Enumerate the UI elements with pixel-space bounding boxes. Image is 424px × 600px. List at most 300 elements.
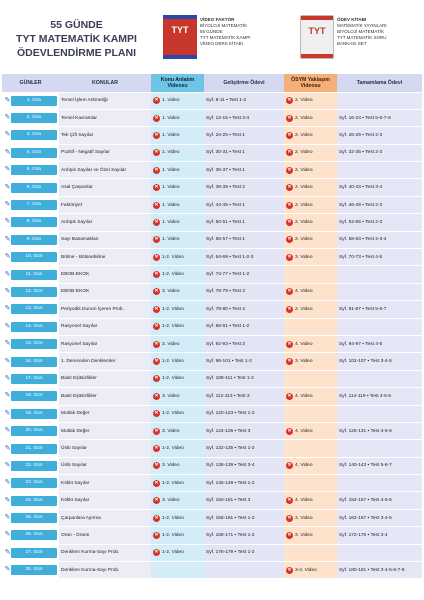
- video-x-icon[interactable]: ✕: [154, 531, 159, 538]
- completion-homework-cell: Syf. 152-157 ▪ Test 4-5-6: [337, 492, 422, 509]
- osym-video-link-label: 3. Video: [295, 359, 313, 365]
- book2-line: MATEMATİK YAYINLARI: [337, 23, 387, 28]
- osym-video-link-label: 4. Video: [295, 428, 313, 434]
- table-row: [2, 544, 422, 561]
- video-x-icon[interactable]: ✕: [287, 201, 292, 208]
- lecture-video-link-label: 1-2. Video: [162, 272, 184, 278]
- day-label: 10. Gün: [25, 254, 43, 260]
- video-x-icon[interactable]: ✕: [287, 288, 292, 295]
- video-x-icon[interactable]: ✕: [287, 566, 292, 573]
- osym-video-link-label: 4. Video: [295, 393, 313, 399]
- development-homework-cell: Syf. 146-149 ▪ Test 1-2: [204, 475, 284, 492]
- completion-homework-cell-empty: [337, 475, 422, 492]
- lecture-video-link-label: 1-2. Video: [162, 411, 184, 417]
- video-x-icon[interactable]: ✕: [154, 288, 159, 295]
- osym-video-link-label: 2. Video: [295, 185, 313, 191]
- pencil-icon: ✎: [4, 114, 11, 122]
- day-cell: [2, 214, 59, 231]
- osym-video-link[interactable]: [284, 162, 337, 179]
- day-badge: [4, 409, 57, 419]
- day-label: 27. Gün: [25, 549, 43, 555]
- osym-video-link[interactable]: [284, 492, 337, 509]
- osym-video-link[interactable]: [284, 92, 337, 109]
- osym-video-link[interactable]: [284, 231, 337, 248]
- osym-video-link-label: 3. Video: [295, 254, 313, 260]
- day-label: 21. Gün: [25, 445, 43, 451]
- osym-video-link[interactable]: [284, 301, 337, 318]
- osym-video-link-label: 3. Video: [295, 515, 313, 521]
- day-label: 14. Gün: [25, 323, 43, 329]
- topic-cell: Köklü Sayılar: [59, 475, 151, 492]
- video-x-icon[interactable]: ✕: [154, 462, 159, 469]
- book1-badge: TYT: [171, 25, 189, 35]
- osym-video-link-empty: [284, 266, 337, 283]
- lecture-video-link-label: 1-2. Video: [162, 254, 184, 260]
- completion-homework-cell-empty: [337, 318, 422, 335]
- table-row: [2, 266, 422, 283]
- topic-cell: Oran - Orantı: [59, 527, 151, 544]
- video-x-icon[interactable]: ✕: [154, 114, 159, 121]
- completion-homework-cell: Syf. 52-55 ▪ Test 2-3: [337, 214, 422, 231]
- lecture-video-link-label: 1-2. Video: [162, 515, 184, 521]
- lecture-video-link[interactable]: [151, 544, 204, 561]
- pencil-icon: ✎: [4, 287, 11, 295]
- pencil-icon: ✎: [4, 374, 11, 382]
- lecture-video-link[interactable]: [151, 492, 204, 509]
- lecture-video-link[interactable]: [151, 301, 204, 318]
- osym-video-link-empty: [284, 405, 337, 422]
- completion-homework-cell-empty: [337, 283, 422, 300]
- pencil-icon: ✎: [4, 531, 11, 539]
- osym-video-link-label: 4. Video: [295, 341, 313, 347]
- topic-cell: EBOB-EKOK: [59, 283, 151, 300]
- osym-video-link-label: 2. Video: [295, 202, 313, 208]
- lecture-video-link[interactable]: [151, 92, 204, 109]
- video-x-icon[interactable]: ✕: [287, 236, 292, 243]
- day-cell: [2, 353, 59, 370]
- day-badge: [4, 148, 57, 158]
- video-x-icon[interactable]: ✕: [154, 305, 159, 312]
- table-row: [2, 179, 422, 196]
- osym-video-link[interactable]: [284, 179, 337, 196]
- day-cell: [2, 196, 59, 213]
- osym-video-link[interactable]: [284, 335, 337, 352]
- video-x-icon[interactable]: ✕: [154, 445, 159, 451]
- day-label: 2. Gün: [26, 115, 42, 121]
- video-x-icon[interactable]: ✕: [154, 131, 159, 138]
- lecture-video-link[interactable]: [151, 370, 204, 387]
- osym-video-link[interactable]: [284, 196, 337, 213]
- osym-video-link[interactable]: [284, 457, 337, 474]
- pencil-icon: ✎: [4, 96, 11, 104]
- pencil-icon: ✎: [4, 409, 11, 417]
- lecture-video-link[interactable]: [151, 457, 204, 474]
- day-cell: [2, 509, 59, 526]
- topic-cell: Ardışık Sayılar: [59, 214, 151, 231]
- table-row: [2, 283, 422, 300]
- lecture-video-link[interactable]: [151, 127, 204, 144]
- completion-homework-cell: Syf. 16-23 ▪ Test 5-6-7-8: [337, 109, 422, 126]
- lecture-video-link-label: 1. Video: [162, 202, 180, 208]
- col-header-days: GÜNLER: [2, 74, 59, 92]
- day-badge: [4, 165, 57, 175]
- day-label: 25. Gün: [25, 515, 43, 521]
- development-homework-cell: Syf. 30-31 ▪ Test 1: [204, 144, 284, 161]
- video-x-icon[interactable]: ✕: [287, 114, 292, 121]
- topic-cell: Tek Çift Sayılar: [59, 127, 151, 144]
- day-label: 4. Gün: [26, 149, 42, 155]
- lecture-video-link[interactable]: [151, 353, 204, 370]
- day-badge: [4, 444, 57, 454]
- video-x-icon[interactable]: ✕: [287, 514, 292, 521]
- book1-description: [200, 17, 270, 47]
- pencil-icon: ✎: [4, 427, 11, 435]
- book-cover-video: [163, 15, 197, 59]
- completion-homework-cell-empty: [337, 162, 422, 179]
- lecture-video-link[interactable]: [151, 527, 204, 544]
- day-cell: [2, 127, 59, 144]
- pencil-icon: ✎: [4, 201, 11, 209]
- completion-homework-cell-empty: [337, 266, 422, 283]
- osym-video-link-label: 2. Video: [295, 306, 313, 312]
- video-x-icon[interactable]: ✕: [287, 462, 292, 469]
- lecture-video-link[interactable]: [151, 231, 204, 248]
- book1-line: VİDEO DERS KİTABI: [200, 41, 243, 46]
- lecture-video-link-label: 3. Video: [162, 463, 180, 469]
- video-x-icon[interactable]: ✕: [154, 253, 159, 260]
- day-cell: [2, 388, 59, 405]
- development-homework-cell: Syf. 12-15 ▪ Test 3-4: [204, 109, 284, 126]
- lecture-video-link-label: 1-2. Video: [162, 550, 184, 556]
- osym-video-link-empty: [284, 544, 337, 561]
- day-badge: [4, 113, 57, 123]
- development-homework-cell: Syf. 168-171 ▪ Test 1-2: [204, 527, 284, 544]
- osym-video-link[interactable]: [284, 214, 337, 231]
- lecture-video-link-label: 1-2. Video: [162, 376, 184, 382]
- lecture-video-link-label: 3. Video: [162, 393, 180, 399]
- video-x-icon[interactable]: ✕: [287, 358, 292, 365]
- topic-cell: Bölme - Bölünebilme: [59, 249, 151, 266]
- development-homework-cell: Syf. 44-45 ▪ Test 1: [204, 196, 284, 213]
- lecture-video-link-label: 1. Video: [162, 98, 180, 104]
- book1-line: TYT MATEMATİK KAMPI: [200, 35, 251, 40]
- development-homework-cell: Syf. 56-57 ▪ Test 1: [204, 231, 284, 248]
- day-label: 9. Gün: [26, 236, 42, 242]
- development-homework-cell: Syf. 132-135 ▪ Test 1-2: [204, 440, 284, 457]
- video-x-icon[interactable]: ✕: [154, 218, 159, 225]
- lecture-video-link[interactable]: [151, 144, 204, 161]
- col-header-osym-video: ÖSYM Yaklaşım Videosu: [284, 74, 337, 92]
- pencil-icon: ✎: [4, 322, 11, 330]
- lecture-video-link-label: 3. Video: [162, 289, 180, 295]
- pencil-icon: ✎: [4, 444, 11, 452]
- osym-video-link[interactable]: [284, 353, 337, 370]
- video-x-icon[interactable]: ✕: [154, 149, 159, 156]
- video-x-icon[interactable]: ✕: [154, 375, 159, 382]
- day-label: 1. Gün: [26, 97, 42, 103]
- lecture-video-link[interactable]: [151, 335, 204, 352]
- pencil-icon: ✎: [4, 340, 11, 348]
- lecture-video-link[interactable]: [151, 405, 204, 422]
- lecture-video-link[interactable]: [151, 318, 204, 335]
- topic-cell: Mutlak Değer: [59, 422, 151, 439]
- day-badge: [4, 235, 57, 245]
- day-cell: [2, 405, 59, 422]
- day-cell: [2, 162, 59, 179]
- day-cell: [2, 457, 59, 474]
- development-homework-cell: Syf. 158-161 ▪ Test 1-2: [204, 509, 284, 526]
- development-homework-cell-empty: [204, 562, 284, 579]
- completion-homework-cell: Syf. 40-43 ▪ Test 3-4: [337, 179, 422, 196]
- day-cell: [2, 527, 59, 544]
- lecture-video-link-label: 1-2. Video: [162, 359, 184, 365]
- lecture-video-link-label: 1. Video: [162, 237, 180, 243]
- video-x-icon[interactable]: ✕: [287, 149, 292, 156]
- day-badge: [4, 530, 57, 540]
- day-badge: [4, 391, 57, 401]
- day-badge: [4, 217, 57, 227]
- page-title: [14, 18, 139, 60]
- development-homework-cell: Syf. 120-123 ▪ Test 1-2: [204, 405, 284, 422]
- video-x-icon[interactable]: ✕: [154, 236, 159, 243]
- video-x-icon[interactable]: ✕: [154, 271, 159, 278]
- day-badge: [4, 513, 57, 523]
- topic-cell: Asal Çarpanlar: [59, 179, 151, 196]
- osym-video-link[interactable]: [284, 127, 337, 144]
- video-x-icon[interactable]: ✕: [154, 201, 159, 208]
- osym-video-link-label: 4. Video: [295, 289, 313, 295]
- completion-homework-cell: Syf. 32-35 ▪ Test 2-3: [337, 144, 422, 161]
- day-cell: [2, 475, 59, 492]
- day-badge: [4, 322, 57, 332]
- topic-cell: Köklü Sayılar: [59, 492, 151, 509]
- video-x-icon[interactable]: ✕: [287, 184, 292, 191]
- book1-line: BİYOLOJİ MATEMATİK: [200, 23, 248, 28]
- book2-heading: ÖDEV KİTABI: [337, 17, 367, 22]
- col-header-development-homework: Geliştirme Ödevi: [204, 74, 284, 92]
- completion-homework-cell-empty: [337, 544, 422, 561]
- day-cell: [2, 492, 59, 509]
- development-homework-cell: Syf. 150-151 ▪ Test 3: [204, 492, 284, 509]
- video-x-icon[interactable]: ✕: [154, 497, 159, 504]
- day-label: 22. Gün: [25, 462, 43, 468]
- video-x-icon[interactable]: ✕: [154, 514, 159, 521]
- topic-cell: Ardışık Sayılar ve Özel Sayılar: [59, 162, 151, 179]
- lecture-video-link[interactable]: [151, 422, 204, 439]
- video-x-icon[interactable]: ✕: [154, 427, 159, 434]
- osym-video-link[interactable]: [284, 388, 337, 405]
- osym-video-link[interactable]: [284, 144, 337, 161]
- development-homework-cell: Syf. 176-179 ▪ Test 1-2: [204, 544, 284, 561]
- table-row: [2, 405, 422, 422]
- video-x-icon[interactable]: ✕: [287, 531, 292, 538]
- video-x-icon[interactable]: ✕: [287, 392, 292, 399]
- osym-video-link[interactable]: [284, 422, 337, 439]
- topic-cell: Temel İşlem Arkmetiği: [59, 92, 151, 109]
- lecture-video-link[interactable]: [151, 249, 204, 266]
- day-label: 20. Gün: [25, 428, 43, 434]
- topic-cell: Mutlak Değer: [59, 405, 151, 422]
- pencil-icon: ✎: [4, 357, 11, 365]
- lecture-video-link[interactable]: [151, 475, 204, 492]
- table-row: [2, 214, 422, 231]
- osym-video-link[interactable]: [284, 509, 337, 526]
- osym-video-link-label: 2. Video: [295, 150, 313, 156]
- video-x-icon[interactable]: ✕: [287, 497, 292, 504]
- book2-line: TYT MATEMATİK SORU: [337, 35, 387, 40]
- osym-video-link[interactable]: [284, 562, 337, 579]
- table-row: [2, 109, 422, 126]
- topic-cell: Üslü Sayılar: [59, 440, 151, 457]
- video-x-icon[interactable]: ✕: [154, 549, 159, 556]
- lecture-video-link[interactable]: [151, 388, 204, 405]
- video-x-icon[interactable]: ✕: [154, 410, 159, 417]
- video-x-icon[interactable]: ✕: [154, 323, 159, 330]
- video-x-icon[interactable]: ✕: [287, 427, 292, 434]
- lecture-video-link-label: 3. Video: [162, 428, 180, 434]
- development-homework-cell: Syf. 108-111 ▪ Test 1-2: [204, 370, 284, 387]
- development-homework-cell: Syf. 50-51 ▪ Test 1: [204, 214, 284, 231]
- lecture-video-link-label: 1-2. Video: [162, 480, 184, 486]
- video-x-icon[interactable]: ✕: [287, 166, 292, 173]
- day-badge: [4, 287, 57, 297]
- osym-video-link-label: 2. Video: [295, 219, 313, 225]
- video-x-icon[interactable]: ✕: [154, 479, 159, 486]
- lecture-video-link-label: 1. Video: [162, 132, 180, 138]
- table-row: [2, 492, 422, 509]
- lecture-video-link-label: 1-2. Video: [162, 532, 184, 538]
- lecture-video-link-label: 1. Video: [162, 167, 180, 173]
- video-x-icon[interactable]: ✕: [287, 218, 292, 225]
- video-x-icon[interactable]: ✕: [154, 184, 159, 191]
- lecture-video-link[interactable]: [151, 440, 204, 457]
- development-homework-cell: Syf. 78-80 ▪ Test 4: [204, 301, 284, 318]
- table-row: [2, 301, 422, 318]
- lecture-video-link[interactable]: [151, 162, 204, 179]
- day-cell: [2, 544, 59, 561]
- table-row: [2, 509, 422, 526]
- lecture-video-link[interactable]: [151, 509, 204, 526]
- lecture-video-link[interactable]: [151, 179, 204, 196]
- osym-video-link[interactable]: [284, 109, 337, 126]
- lecture-video-link-empty: [151, 562, 204, 579]
- video-x-icon[interactable]: ✕: [154, 392, 159, 399]
- day-badge: [4, 252, 57, 262]
- completion-homework-cell: Syf. 102-107 ▪ Test 3-4-5: [337, 353, 422, 370]
- completion-homework-cell: Syf. 58-63 ▪ Test 2-3-4: [337, 231, 422, 248]
- day-cell: [2, 562, 59, 579]
- lecture-video-link-label: 1. Video: [162, 185, 180, 191]
- table-row: [2, 127, 422, 144]
- topic-cell: Periyodik Durum İçeren Prob.: [59, 301, 151, 318]
- lecture-video-link[interactable]: [151, 266, 204, 283]
- book2-line: BANKASI SET: [337, 41, 367, 46]
- lecture-video-link-label: 1-2. Video: [162, 306, 184, 312]
- day-badge: [4, 270, 57, 280]
- day-cell: [2, 144, 59, 161]
- development-homework-cell: Syf. 78-79 ▪ Test 3: [204, 283, 284, 300]
- day-badge: [4, 183, 57, 193]
- osym-video-link[interactable]: [284, 249, 337, 266]
- development-homework-cell: Syf. 88-91 ▪ Test 1-2: [204, 318, 284, 335]
- lecture-video-link-label: 3. Video: [162, 341, 180, 347]
- completion-homework-cell: Syf. 162-167 ▪ Test 3-4-5: [337, 509, 422, 526]
- video-x-icon[interactable]: ✕: [287, 97, 292, 104]
- pencil-icon: ✎: [4, 218, 11, 226]
- day-cell: [2, 283, 59, 300]
- completion-homework-cell: Syf. 126-131 ▪ Test 4-5-6: [337, 422, 422, 439]
- table-row: [2, 249, 422, 266]
- topic-cell: Üslü Sayılar: [59, 457, 151, 474]
- lecture-video-link-label: 3. Video: [162, 498, 180, 504]
- day-label: 24. Gün: [25, 497, 43, 503]
- table-row: [2, 318, 422, 335]
- day-label: 19. Gün: [25, 410, 43, 416]
- day-label: 13. Gün: [25, 306, 43, 312]
- book2-line: BİYOLOJİ MATEMATİK: [337, 29, 385, 34]
- completion-homework-cell: Syf. 70-73 ▪ Test 4-5: [337, 249, 422, 266]
- video-x-icon[interactable]: ✕: [287, 131, 292, 138]
- day-label: 18. Gün: [25, 393, 43, 399]
- table-row: [2, 562, 422, 579]
- topic-cell: Basit Eşitsizlikler: [59, 388, 151, 405]
- day-label: 8. Gün: [26, 219, 42, 225]
- day-badge: [4, 200, 57, 210]
- completion-homework-cell: Syf. 180-181 ▪ Test 3-4-5-6-7-8: [337, 562, 422, 579]
- table-row: [2, 196, 422, 213]
- topic-cell: Çarpanlara Ayırma: [59, 509, 151, 526]
- day-badge: [4, 96, 57, 106]
- video-x-icon[interactable]: ✕: [287, 305, 292, 312]
- development-homework-cell: Syf. 36-37 ▪ Test 1: [204, 162, 284, 179]
- lecture-video-link[interactable]: [151, 283, 204, 300]
- lecture-video-link[interactable]: [151, 109, 204, 126]
- lecture-video-link-label: 1-2. Video: [162, 446, 184, 451]
- table-row: [2, 92, 422, 109]
- day-badge: [4, 548, 57, 558]
- development-homework-cell: Syf. 98-101 ▪ Test 1-2: [204, 353, 284, 370]
- video-x-icon[interactable]: ✕: [287, 340, 292, 347]
- osym-video-link[interactable]: [284, 527, 337, 544]
- day-cell: [2, 179, 59, 196]
- pencil-icon: ✎: [4, 148, 11, 156]
- day-badge: [4, 339, 57, 349]
- lecture-video-link-label: 1. Video: [162, 115, 180, 121]
- lecture-video-link[interactable]: [151, 214, 204, 231]
- lecture-video-link[interactable]: [151, 196, 204, 213]
- osym-video-link[interactable]: [284, 283, 337, 300]
- topic-cell: Denklem Kurma-Sayı Prob.: [59, 562, 151, 579]
- video-x-icon[interactable]: ✕: [154, 340, 159, 347]
- completion-homework-cell: Syf. 46-49 ▪ Test 2-3: [337, 196, 422, 213]
- day-label: 17. Gün: [25, 375, 43, 381]
- table-row: [2, 440, 422, 457]
- development-homework-cell: Syf. 136-139 ▪ Test 3-4: [204, 457, 284, 474]
- video-x-icon[interactable]: ✕: [154, 358, 159, 365]
- video-x-icon[interactable]: ✕: [287, 253, 292, 260]
- video-x-icon[interactable]: ✕: [154, 166, 159, 173]
- video-x-icon[interactable]: ✕: [154, 97, 159, 104]
- day-cell: [2, 249, 59, 266]
- day-cell: [2, 440, 59, 457]
- title-line-3: ÖDEVLENDİRME PLANI: [16, 47, 136, 59]
- pencil-icon: ✎: [4, 548, 11, 556]
- day-badge: [4, 496, 57, 506]
- completion-homework-cell-empty: [337, 405, 422, 422]
- pencil-icon: ✎: [4, 183, 11, 191]
- table-row: [2, 335, 422, 352]
- day-label: 5. Gün: [26, 167, 42, 173]
